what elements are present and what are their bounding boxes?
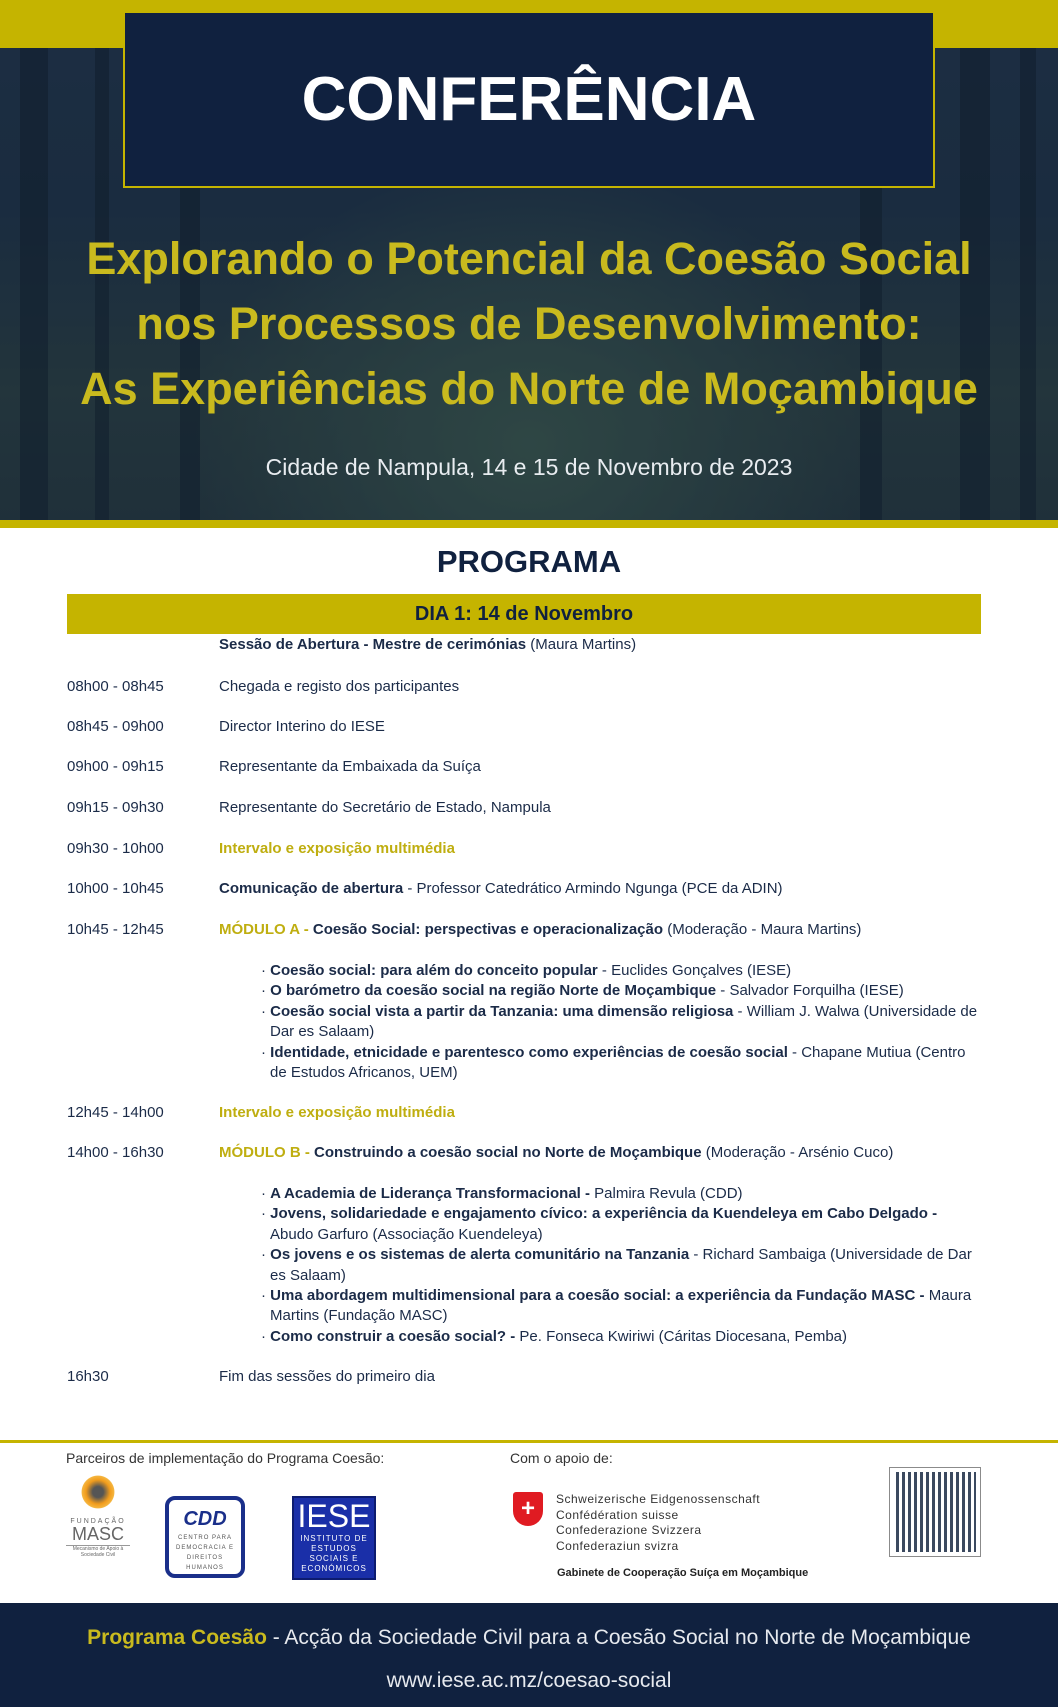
talk-item: · Coesão social vista a partir da Tanzania: uma dimensão religiosa - William J. Walwa (Universidade de Dar es Salaam) [261, 1002, 978, 1041]
program-title: PROGRAMA [436, 544, 622, 579]
time: 09h15 - 09h30 [67, 799, 164, 816]
conference-subtitle [0, 226, 1058, 421]
partners-label: Parceiros de implementação do Programa Coesão: [66, 1450, 385, 1466]
talk-item: · A Academia de Liderança Transformacional - Palmira Revula (CDD) [261, 1185, 743, 1202]
talk-item: · O barómetro da coesão social na região Norte de Moçambique - Salvador Forquilha (IESE) [261, 982, 904, 1000]
support-label: Com o apoio de: [510, 1450, 613, 1466]
time: 08h00 - 08h45 [67, 678, 164, 695]
cdd-logo: CDD CENTRO PARA DEMOCRACIA E DIREITOS HUMANOS [165, 1496, 245, 1578]
iese-logo: IESE INSTITUTO DE ESTUDOS SOCIAIS E ECONÓMICOS [292, 1496, 376, 1580]
activity: Representante da Embaixada da Suíça [219, 758, 481, 775]
module-label: MÓDULO B - [219, 1144, 314, 1161]
header-banner [0, 0, 1058, 522]
activity: Representante do Secretário de Estado, Nampula [219, 799, 551, 816]
divider [0, 1440, 1058, 1443]
module-title: Construindo a coesão social no Norte de Moçambique [314, 1144, 702, 1161]
activity: - Professor Catedrático Armindo Ngunga (PCE da ADIN) [403, 880, 783, 897]
time: 12h45 - 14h00 [67, 1104, 164, 1121]
module-a-talks [261, 961, 981, 1083]
activity: Director Interino do IESE [219, 718, 385, 735]
module-title: Coesão Social: perspectivas e operacionalização [312, 921, 664, 938]
subtitle-line: nos Processos de Desenvolvimento: [136, 298, 922, 349]
time: 08h45 - 09h00 [67, 718, 164, 735]
divider [0, 520, 1058, 528]
talk-item: · Os jovens e os sistemas de alerta comunitário na Tanzania - Richard Sambaiga (Universidade de Dar es Salaam) [261, 1246, 972, 1284]
activity: Chegada e registo dos participantes [219, 678, 460, 695]
swiss-office: Gabinete de Cooperação Suíça em Moçambique [557, 1567, 809, 1579]
talk-item: · Jovens, solidariedade e engajamento cívico: a experiência da Kuendeleya em Cabo Delgado - Abudo Garfuro (Associação Kuendeleya) [261, 1205, 938, 1243]
conference-title: CONFERÊNCIA [301, 65, 757, 134]
time: 09h00 - 09h15 [67, 758, 164, 775]
swiss-flag-icon: + [513, 1492, 543, 1526]
masc-logo: FUNDAÇÃO MASC Mecanismo de Apoio à Sociedade Civil [66, 1472, 130, 1558]
break: Intervalo e exposição multimédia [219, 840, 455, 857]
opening-host: (Maura Martins) [526, 636, 637, 653]
activity: Fim das sessões do primeiro dia [219, 1368, 435, 1385]
opening-title: Sessão de Abertura - Mestre de cerimónias [219, 636, 527, 653]
time: 10h00 - 10h45 [67, 880, 164, 897]
footer-url[interactable]: www.iese.ac.mz/coesao-social [386, 1669, 672, 1692]
day-heading: DIA 1: 14 de Novembro [67, 594, 981, 634]
footer [0, 1603, 1058, 1707]
masc-flower-icon [80, 1472, 116, 1512]
footer-tagline: Programa Coesão - Acção da Sociedade Civil para a Coesão Social no Norte de Moçambique [87, 1626, 971, 1649]
talk-item: · Coesão social: para além do conceito popular - Euclides Gonçalves (IESE) [261, 962, 792, 979]
time: 14h00 - 16h30 [67, 1144, 164, 1161]
subtitle-line: Explorando o Potencial da Coesão Social [86, 233, 972, 284]
qr-code[interactable] [889, 1467, 981, 1557]
talk-item: · Uma abordagem multidimensional para a coesão social: a experiência da Fundação MASC - Maura Martins (Fundação MASC) [261, 1287, 972, 1325]
time: 10h45 - 12h45 [67, 921, 164, 938]
activity-title: Comunicação de abertura [219, 880, 404, 897]
time: 16h30 [67, 1368, 109, 1385]
moderator: (Moderação - Maura Martins) [663, 921, 862, 938]
conference-title-box [123, 11, 935, 188]
break: Intervalo e exposição multimédia [219, 1104, 455, 1121]
subtitle-line: As Experiências do Norte de Moçambique [80, 363, 978, 414]
swiss-confederation: Schweizerische Eidgenossenschaft Confédération suisse Confederazione Svizzera Confederaziun svizra [556, 1492, 761, 1553]
talk-item: · Como construir a coesão social? - Pe. Fonseca Kwiriwi (Cáritas Diocesana, Pemba) [261, 1327, 848, 1345]
place-date: Cidade de Nampula, 14 e 15 de Novembro de 2023 [265, 454, 793, 480]
time: 09h30 - 10h00 [67, 840, 164, 857]
module-label: MÓDULO A - [219, 921, 313, 938]
talk-item: · Identidade, etnicidade e parentesco como experiências de coesão social - Chapane Mutiua (Centro de Estudos Africanos, UEM) [261, 1043, 966, 1082]
module-b-talks [261, 1184, 981, 1347]
program-name: Programa Coesão [87, 1626, 267, 1649]
moderator: (Moderação - Arsénio Cuco) [701, 1144, 894, 1161]
